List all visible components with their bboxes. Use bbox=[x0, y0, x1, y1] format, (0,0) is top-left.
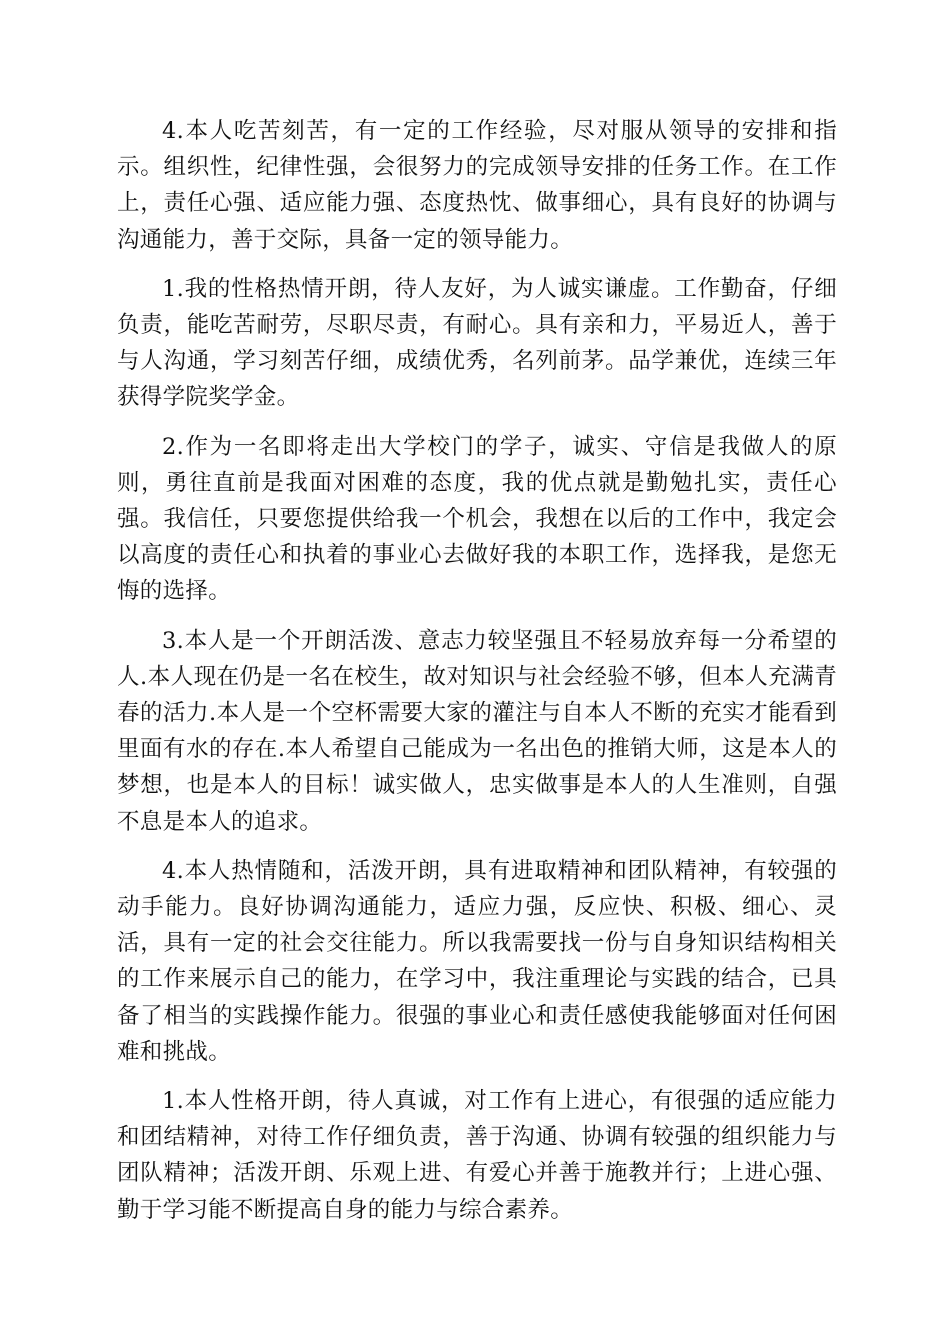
paragraph-2: 1.我的性格热情开朗，待人友好，为人诚实谦虚。工作勤奋，仔细负责，能吃苦耐劳，尽职尽责，有耐心。具有亲和力，平易近人，善于与人沟通，学习刻苦仔细，成绩优秀，名列前茅。品学兼优，连续三年获得学院奖学金。 bbox=[117, 275, 837, 411]
paragraph-5: 4.本人热情随和，活泼开朗，具有进取精神和团队精神，有较强的动手能力。良好协调沟通能力，适应力强，反应快、积极、细心、灵活，具有一定的社会交往能力。所以我需要找一份与自身知识结构相关的工作来展示自己的能力，在学习中，我注重理论与实践的结合，已具备了相当的实践操作能力。很强的事业心和责任感使我能够面对任何困难和挑战。 bbox=[117, 857, 837, 1065]
paragraph-4: 3.本人是一个开朗活泼、意志力较坚强且不轻易放弃每一分希望的人.本人现在仍是一名在校生，故对知识与社会经验不够，但本人充满青春的活力.本人是一个空杯需要大家的灌注与自本人不断的充实才能看到里面有水的存在.本人希望自己能成为一名出色的推销大师，这是本人的梦想，也是本人的目标！诚实做人，忠实做事是本人的人生准则，自强不息是本人的追求。 bbox=[117, 627, 837, 835]
document-page bbox=[117, 113, 837, 1241]
paragraph-6: 1.本人性格开朗，待人真诚，对工作有上进心，有很强的适应能力和团结精神，对待工作仔细负责，善于沟通、协调有较强的组织能力与团队精神；活泼开朗、乐观上进、有爱心并善于施教并行；上进心强、勤于学习能不断提高自身的能力与综合素养。 bbox=[117, 1088, 837, 1223]
paragraph-1: 4.本人吃苦刻苦，有一定的工作经验，尽对服从领导的安排和指示。组织性，纪律性强，会很努力的完成领导安排的任务工作。在工作上，责任心强、适应能力强、态度热忱、做事细心，具有良好的协调与沟通能力，善于交际，具备一定的领导能力。 bbox=[117, 118, 837, 253]
paragraph-3: 2.作为一名即将走出大学校门的学子，诚实、守信是我做人的原则，勇往直前是我面对困难的态度，我的优点就是勤勉扎实，责任心强。我信任，只要您提供给我一个机会，我想在以后的工作中，我定会以高度的责任心和执着的事业心去做好我的本职工作，选择我，是您无悔的选择。 bbox=[117, 433, 837, 605]
